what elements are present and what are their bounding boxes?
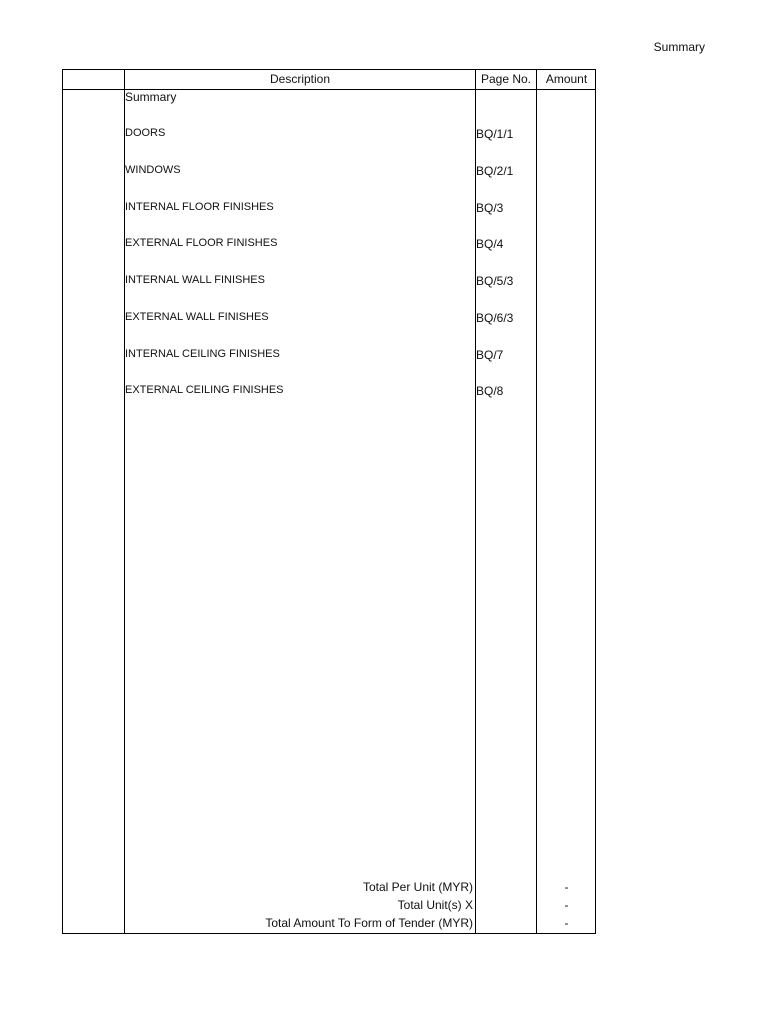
item-page-no: BQ/6/3 xyxy=(476,311,514,325)
item-description: WINDOWS xyxy=(125,164,181,176)
item-page-no: BQ/8 xyxy=(476,384,504,398)
column-header-description: Description xyxy=(269,72,331,86)
column-divider xyxy=(475,70,476,933)
total-value: - xyxy=(564,916,569,930)
table-row xyxy=(63,164,595,180)
item-description: INTERNAL WALL FINISHES xyxy=(125,274,265,286)
column-divider xyxy=(536,70,537,933)
item-description: EXTERNAL WALL FINISHES xyxy=(125,311,269,323)
summary-table xyxy=(62,69,596,934)
item-page-no: BQ/5/3 xyxy=(476,274,514,288)
table-row xyxy=(63,384,595,400)
item-description: EXTERNAL CEILING FINISHES xyxy=(125,384,284,396)
total-label: Total Unit(s) X xyxy=(397,898,473,912)
column-divider xyxy=(124,70,125,933)
total-row xyxy=(63,898,595,914)
item-page-no: BQ/7 xyxy=(476,348,504,362)
total-value: - xyxy=(564,880,569,894)
item-description: DOORS xyxy=(125,127,166,139)
total-row xyxy=(63,880,595,896)
item-description: INTERNAL FLOOR FINISHES xyxy=(125,201,274,213)
section-title: Summary xyxy=(125,90,177,104)
total-label: Total Per Unit (MYR) xyxy=(362,880,473,894)
table-row xyxy=(63,127,595,143)
table-row xyxy=(63,348,595,364)
total-label: Total Amount To Form of Tender (MYR) xyxy=(265,916,473,930)
page-header-title: Summary xyxy=(653,40,705,54)
table-row xyxy=(63,237,595,253)
table-row xyxy=(63,274,595,290)
item-description: INTERNAL CEILING FINISHES xyxy=(125,348,280,360)
item-page-no: BQ/2/1 xyxy=(476,164,514,178)
table-row xyxy=(63,201,595,217)
item-page-no: BQ/1/1 xyxy=(476,127,514,141)
total-row xyxy=(63,916,595,932)
column-header-page-no: Page No. xyxy=(480,72,532,86)
column-header-amount: Amount xyxy=(545,72,588,86)
item-page-no: BQ/3 xyxy=(476,201,504,215)
item-page-no: BQ/4 xyxy=(476,237,504,251)
item-description: EXTERNAL FLOOR FINISHES xyxy=(125,237,278,249)
table-row xyxy=(63,311,595,327)
total-value: - xyxy=(564,898,569,912)
